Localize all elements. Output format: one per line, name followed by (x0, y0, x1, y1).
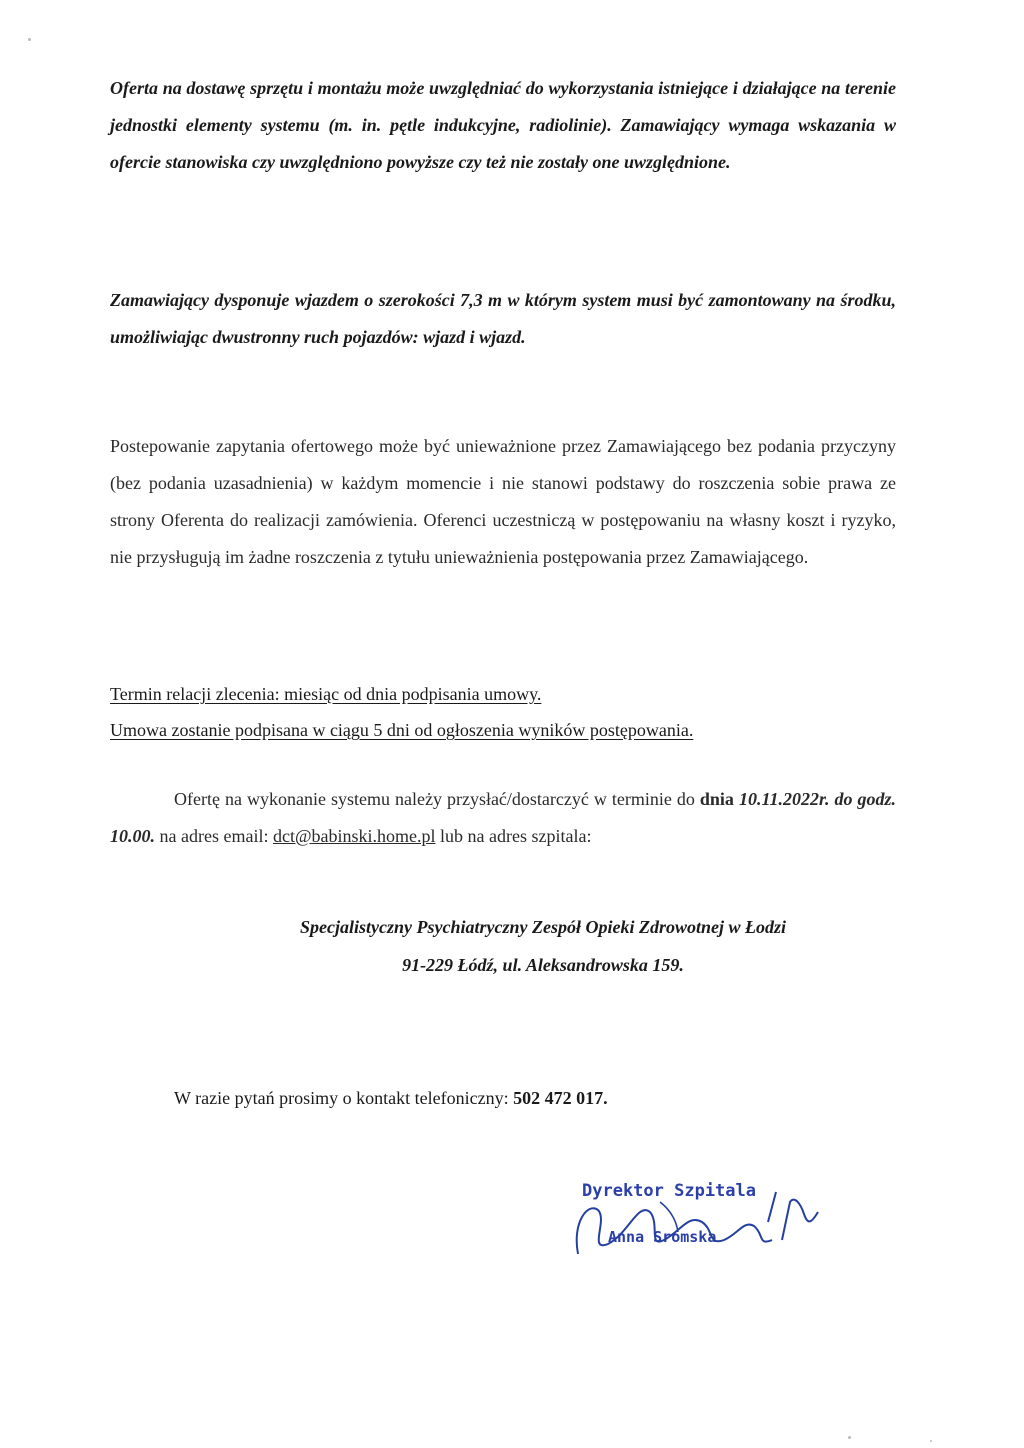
signature-flourish (768, 1192, 818, 1240)
scan-speck (848, 1436, 851, 1439)
paragraph-deadlines (110, 676, 896, 748)
paragraph-offer-elements: Oferta na dostawę sprzętu i montażu może uwzględniać do wykorzystania istniejące i działające na terenie jednostki elementy systemu (m. in. pętle indukcyjne, radiolinie). Zamawiający wymaga wskazania w ofercie stanowiska czy uwzględniono powyższe czy też nie zostały one uwzględnione. (110, 78, 896, 172)
email-link[interactable]: dct@babinski.home.pl (272, 826, 436, 846)
submission-address-label: lub na adres szpitala: (435, 826, 592, 846)
contract-line: Umowa zostanie podpisana w ciągu 5 dni od ogłoszenia wyników postępowania. (110, 720, 694, 740)
paragraph-cancellation: Postepowanie zapytania ofertowego może być unieważnione przez Zamawiającego bez podania przyczyny (bez podania uzasadnienia) w każdym momencie i nie stanowi podstawy do roszczenia sobie prawa ze strony Oferenta do realizacji zamówienia. Oferenci uczestniczą w postępowaniu na własny koszt i ryzyko, nie przysługują im żadne roszczenia z tytułu unieważnienia postępowania przez Zamawiającego. (110, 436, 896, 567)
deadline-line: Termin relacji zlecenia: miesiąc od dnia podpisania umowy. (110, 684, 542, 704)
contact-text: W razie pytań prosimy o kontakt telefoniczny: (174, 1088, 514, 1108)
hospital-address (150, 908, 936, 984)
contact-phone: 502 472 017. (513, 1088, 608, 1108)
hospital-street: 91-229 Łódź, ul. Aleksandrowska 159. (402, 955, 684, 975)
stamp-title: Dyrektor Szpitala (582, 1181, 756, 1201)
hospital-name: Specjalistyczny Psychiatryczny Zespół Opieki Zdrowotnej w Łodzi (300, 917, 786, 937)
contact-line (174, 1080, 874, 1117)
scan-speck (28, 38, 31, 41)
submission-email-label: na adres email: (155, 826, 273, 846)
paragraph-submission (110, 781, 896, 855)
director-stamp-signature (568, 1162, 828, 1272)
submission-dnia: dnia (699, 789, 734, 809)
paragraph-entrance-width: Zamawiający dysponuje wjazdem o szerokości 7,3 m w którym system musi być zamontowany na środku, umożliwiając dwustronny ruch pojazdów: wjazd i wjazd. (110, 290, 896, 347)
scan-speck (930, 1440, 932, 1442)
submission-date: 10.11.2022r. do godz. 10.00. (110, 789, 896, 846)
submission-text: Ofertę na wykonanie systemu należy przysłać/dostarczyć w terminie do (174, 789, 700, 809)
stamp-name: Anna Sromska (608, 1228, 717, 1246)
